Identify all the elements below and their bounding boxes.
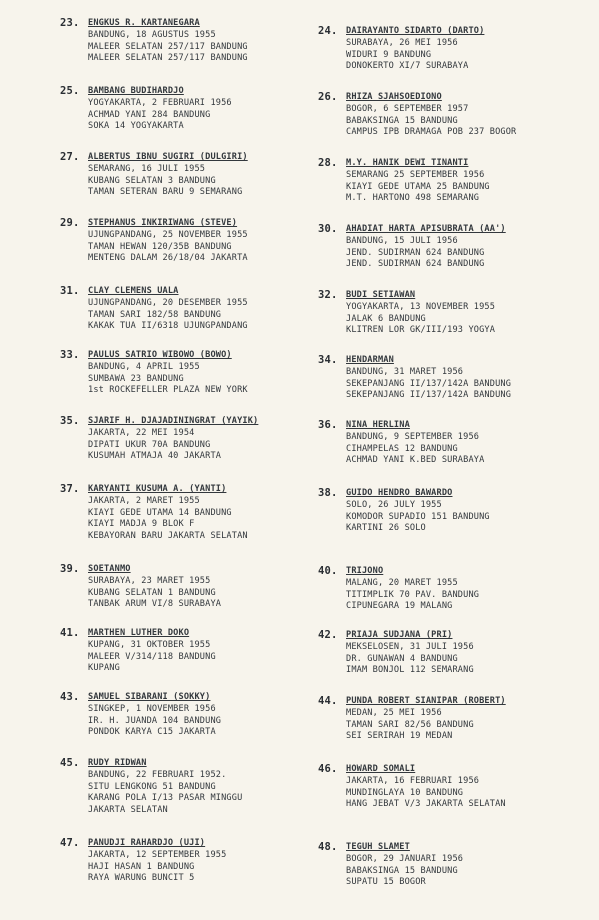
entry-lines (88, 286, 332, 333)
entry-lines (88, 484, 332, 543)
entry-birth: KUPANG, 31 OKTOBER 1955 (88, 639, 211, 650)
entry-birth: MALANG, 20 MARET 1955 (346, 577, 458, 588)
entry-birth: JAKARTA, 22 MEI 1954 (88, 427, 195, 438)
entry-address-bandung: IR. H. JUANDA 104 BANDUNG (88, 715, 222, 726)
entry-name: TEGUH SLAMET (346, 842, 410, 852)
directory-entry (60, 692, 332, 739)
entry-lines (88, 838, 332, 885)
entry-name: M.Y. HANIK DEWI TINANTI (346, 158, 469, 168)
entry-address-home: KUPANG (88, 663, 120, 674)
entry-address-bandung: TAMAN HEWAN 120/35B BANDUNG (88, 241, 232, 252)
entry-lines (88, 18, 332, 65)
entry-number: 28. (318, 157, 338, 169)
entry-address-home: HANG JEBAT V/3 JAKARTA SELATAN (346, 799, 506, 810)
entry-address-home: DONOKERTO XI/7 SURABAYA (346, 61, 469, 72)
entry-birth: SEMARANG 25 SEPTEMBER 1956 (346, 169, 485, 180)
entry-lines (88, 218, 332, 265)
entry-lines (346, 764, 590, 811)
entry-name: STEPHANUS INKIRIWANG (STEVE) (88, 218, 238, 228)
entry-address-bandung: HAJI HASAN 1 BANDUNG (88, 861, 195, 872)
entry-address-bandung: BABAKSINGA 15 BANDUNG (346, 115, 458, 126)
directory-entry (60, 218, 332, 265)
entry-birth: BOGOR, 29 JANUARI 1956 (346, 853, 464, 864)
entry-number: 41. (60, 627, 80, 639)
entry-name: CLAY CLEMENS UALA (88, 286, 179, 296)
entry-address-bandung: KIAYI GEDE UTAMA 25 BANDUNG (346, 181, 490, 192)
entry-lines (88, 758, 332, 817)
entry-number: 34. (318, 354, 338, 366)
entry-number: 47. (60, 837, 80, 849)
entry-birth: JAKARTA, 2 MARET 1955 (88, 495, 200, 506)
entry-lines (346, 696, 590, 743)
entry-address-home: CIPUNEGARA 19 MALANG (346, 601, 453, 612)
directory-entry (318, 92, 590, 139)
entry-number: 31. (60, 285, 80, 297)
entry-name: MARTHEN LUTHER DOKO (88, 628, 190, 638)
directory-entry (318, 566, 590, 613)
entry-birth: SURABAYA, 26 MEI 1956 (346, 37, 458, 48)
entry-address-bandung: WIDURI 9 BANDUNG (346, 49, 432, 60)
entry-address-home: MALEER SELATAN 257/117 BANDUNG (88, 53, 248, 64)
directory-entry (318, 764, 590, 811)
entry-number: 40. (318, 565, 338, 577)
entry-address-home: KARTINI 26 SOLO (346, 523, 426, 534)
entry-birth: BANDUNG, 18 AGUSTUS 1955 (88, 29, 216, 40)
entry-lines (346, 92, 590, 139)
directory-entry (318, 355, 590, 402)
entry-address-home: SEI SERIRAH 19 MEDAN (346, 731, 453, 742)
entry-birth: BOGOR, 6 SEPTEMBER 1957 (346, 103, 469, 114)
entry-address-home: JEND. SUDIRMAN 624 BANDUNG (346, 259, 485, 270)
entry-address-home: PONDOK KARYA C15 JAKARTA (88, 727, 216, 738)
entry-name: KARYANTI KUSUMA A. (YANTI) (88, 484, 227, 494)
entry-address-home: 1st ROCKEFELLER PLAZA NEW YORK (88, 385, 248, 396)
entry-birth: MEDAN, 25 MEI 1956 (346, 707, 442, 718)
entry-address-home: SUPATU 15 BOGOR (346, 877, 426, 888)
entry-number: 46. (318, 763, 338, 775)
entry-name: SJARIF H. DJAJADININGRAT (YAYIK) (88, 416, 259, 426)
entry-number: 27. (60, 151, 80, 163)
directory-entry (318, 696, 590, 743)
entry-address-bandung: SEKEPANJANG II/137/142A BANDUNG (346, 378, 512, 389)
entry-address-bandung: CIHAMPELAS 12 BANDUNG (346, 443, 458, 454)
entry-lines (88, 350, 332, 397)
entry-address-bandung: BABAKSINGA 15 BANDUNG (346, 865, 458, 876)
entry-name: TRIJONO (346, 566, 384, 576)
entry-address-home: SOKA 14 YOGYAKARTA (88, 121, 184, 132)
directory-entry (318, 420, 590, 467)
directory-entry (318, 224, 590, 271)
directory-entry (60, 838, 332, 885)
entry-lines (346, 488, 590, 535)
entry-lines (346, 158, 590, 205)
entry-name: PAULUS SATRIO WIBOWO (BOWO) (88, 350, 232, 360)
entry-birth: BANDUNG, 4 APRIL 1955 (88, 361, 200, 372)
entry-address-bandung: SITU LENGKONG 51 BANDUNG (88, 781, 216, 792)
entry-address-home: KUSUMAH ATMAJA 40 JAKARTA (88, 451, 222, 462)
entry-lines (88, 152, 332, 199)
entry-address-bandung: MUNDINGLAYA 10 BANDUNG (346, 787, 464, 798)
entry-birth: JAKARTA, 12 SEPTEMBER 1955 (88, 849, 227, 860)
entry-lines (346, 355, 590, 402)
entry-lines (88, 86, 332, 133)
entry-name: DAIRAYANTO SIDARTO (DARTO) (346, 26, 485, 36)
entry-name: HOWARD SOMALI (346, 764, 416, 774)
entry-name: ALBERTUS IBNU SUGIRI (DULGIRI) (88, 152, 248, 162)
entry-name: SOETANMO (88, 564, 131, 574)
entry-address-bandung: TAMAN SARI 82/56 BANDUNG (346, 719, 474, 730)
entry-birth: BANDUNG, 15 JULI 1956 (346, 235, 458, 246)
entry-birth: BANDUNG, 9 SEPTEMBER 1956 (346, 431, 480, 442)
entry-number: 26. (318, 91, 338, 103)
entry-name: BAMBANG BUDIHARDJO (88, 86, 184, 96)
entry-name: PANUDJI RAHARDJO (UJI) (88, 838, 206, 848)
entry-address-home: M.T. HARTONO 498 SEMARANG (346, 193, 480, 204)
entry-lines (346, 842, 590, 889)
entry-lines (346, 566, 590, 613)
entry-name: AHADIAT HARTA APISUBRATA (AA') (346, 224, 506, 234)
entry-birth: SEMARANG, 16 JULI 1955 (88, 163, 206, 174)
entry-address-home: KARANG POLA I/13 PASAR MINGGU (88, 793, 243, 804)
directory-entry (60, 286, 332, 333)
entry-birth: BANDUNG, 31 MARET 1956 (346, 366, 464, 377)
entry-address-home: KLITREN LOR GK/III/193 YOGYA (346, 325, 496, 336)
directory-entry (60, 86, 332, 133)
directory-entry (60, 484, 332, 543)
directory-entry (60, 152, 332, 199)
entry-number: 43. (60, 691, 80, 703)
entry-address-bandung: KUBANG SELATAN 3 BANDUNG (88, 175, 216, 186)
entry-address-bandung: KIAYI GEDE UTAMA 14 BANDUNG (88, 507, 232, 518)
entry-name: NINA HERLINA (346, 420, 410, 430)
entry-lines (346, 630, 590, 677)
entry-lines (88, 416, 332, 463)
entry-address-home: CAMPUS IPB DRAMAGA POB 237 BOGOR (346, 127, 517, 138)
directory-entry (60, 18, 332, 65)
directory-entry (60, 564, 332, 611)
entry-name: ENGKUS R. KARTANEGARA (88, 18, 200, 28)
entry-address-home: RAYA WARUNG BUNCIT 5 (88, 873, 195, 884)
directory-entry (318, 290, 590, 337)
entry-address-home: KAKAK TUA II/6318 UJUNGPANDANG (88, 321, 248, 332)
entry-address-bandung: TITIMPLIK 70 PAV. BANDUNG (346, 589, 480, 600)
directory-entry (318, 488, 590, 535)
entry-birth: UJUNGPANDANG, 25 NOVEMBER 1955 (88, 229, 248, 240)
entry-number: 25. (60, 85, 80, 97)
entry-address-bandung: KUBANG SELATAN 1 BANDUNG (88, 587, 216, 598)
entry-address-home: TANBAK ARUM VI/8 SURABAYA (88, 599, 222, 610)
entry-address-bandung: KOMODOR SUPADIO 151 BANDUNG (346, 511, 490, 522)
entry-address-bandung: JALAK 6 BANDUNG (346, 313, 426, 324)
entry-name: PUNDA ROBERT SIANIPAR (ROBERT) (346, 696, 506, 706)
entry-address-bandung: JEND. SUDIRMAN 624 BANDUNG (346, 247, 485, 258)
entry-lines (88, 692, 332, 739)
entry-name: SAMUEL SIBARANI (SOKKY) (88, 692, 211, 702)
entry-number: 38. (318, 487, 338, 499)
entry-birth: MEKSELOSEN, 31 JULI 1956 (346, 641, 474, 652)
entry-address-bandung: ACHMAD YANI 284 BANDUNG (88, 109, 211, 120)
entry-address-home: ACHMAD YANI K.BED SURABAYA (346, 455, 485, 466)
directory-entry (60, 416, 332, 463)
entry-name: PRIAJA SUDJANA (PRI) (346, 630, 453, 640)
entry-name: RUDY RIDWAN (88, 758, 147, 768)
entry-number: 30. (318, 223, 338, 235)
entry-lines (346, 26, 590, 73)
entry-name: GUIDO HENDRO BAWARDO (346, 488, 453, 498)
entry-address-home: KIAYI MADJA 9 BLOK F (88, 519, 195, 530)
entry-name: RHIZA SJAHSOEDIONO (346, 92, 442, 102)
entry-address-home: SEKEPANJANG II/137/142A BANDUNG (346, 390, 512, 401)
entry-number: 35. (60, 415, 80, 427)
entry-birth: BANDUNG, 22 FEBRUARI 1952. (88, 769, 227, 780)
directory-entry (60, 758, 332, 817)
entry-number: 23. (60, 17, 80, 29)
entry-birth: SURABAYA, 23 MARET 1955 (88, 575, 211, 586)
directory-entry (318, 158, 590, 205)
directory-entry (60, 350, 332, 397)
entry-birth: SINGKEP, 1 NOVEMBER 1956 (88, 703, 216, 714)
entry-number: 36. (318, 419, 338, 431)
entry-lines (346, 224, 590, 271)
entry-number: 32. (318, 289, 338, 301)
entry-lines (88, 628, 332, 675)
entry-number: 33. (60, 349, 80, 361)
entry-number: 39. (60, 563, 80, 575)
entry-lines (346, 290, 590, 337)
entry-address-bandung: DIPATI UKUR 70A BANDUNG (88, 439, 211, 450)
entry-birth: YOGYAKARTA, 2 FEBRUARI 1956 (88, 97, 232, 108)
entry-number: 45. (60, 757, 80, 769)
entry-lines (346, 420, 590, 467)
entry-birth: SOLO, 26 JULY 1955 (346, 499, 442, 510)
entry-number: 29. (60, 217, 80, 229)
entry-number: 37. (60, 483, 80, 495)
entry-number: 48. (318, 841, 338, 853)
directory-entry (318, 26, 590, 73)
directory-entry (318, 630, 590, 677)
entry-address-home: IMAM BONJOL 112 SEMARANG (346, 665, 474, 676)
directory-entry (60, 628, 332, 675)
entry-birth: UJUNGPANDANG, 20 DESEMBER 1955 (88, 297, 248, 308)
entry-birth: YOGYAKARTA, 13 NOVEMBER 1955 (346, 301, 496, 312)
entry-address-home: MENTENG DALAM 26/18/04 JAKARTA (88, 253, 248, 264)
directory-entry (318, 842, 590, 889)
entry-number: 44. (318, 695, 338, 707)
entry-address-bandung: MALEER SELATAN 257/117 BANDUNG (88, 41, 248, 52)
entry-number: 42. (318, 629, 338, 641)
entry-address-bandung: SUMBAWA 23 BANDUNG (88, 373, 184, 384)
entry-address-bandung: DR. GUNAWAN 4 BANDUNG (346, 653, 458, 664)
entry-number: 24. (318, 25, 338, 37)
entry-name: HENDARMAN (346, 355, 394, 365)
entry-address-extra: KEBAYORAN BARU JAKARTA SELATAN (88, 531, 248, 542)
entry-address-bandung: TAMAN SARI 182/58 BANDUNG (88, 309, 222, 320)
entry-address-extra: JAKARTA SELATAN (88, 805, 168, 816)
entry-address-bandung: MALEER V/314/118 BANDUNG (88, 651, 216, 662)
entry-birth: JAKARTA, 16 FEBRUARI 1956 (346, 775, 480, 786)
entry-lines (88, 564, 332, 611)
entry-name: BUDI SETIAWAN (346, 290, 416, 300)
entry-address-home: TAMAN SETERAN BARU 9 SEMARANG (88, 187, 243, 198)
